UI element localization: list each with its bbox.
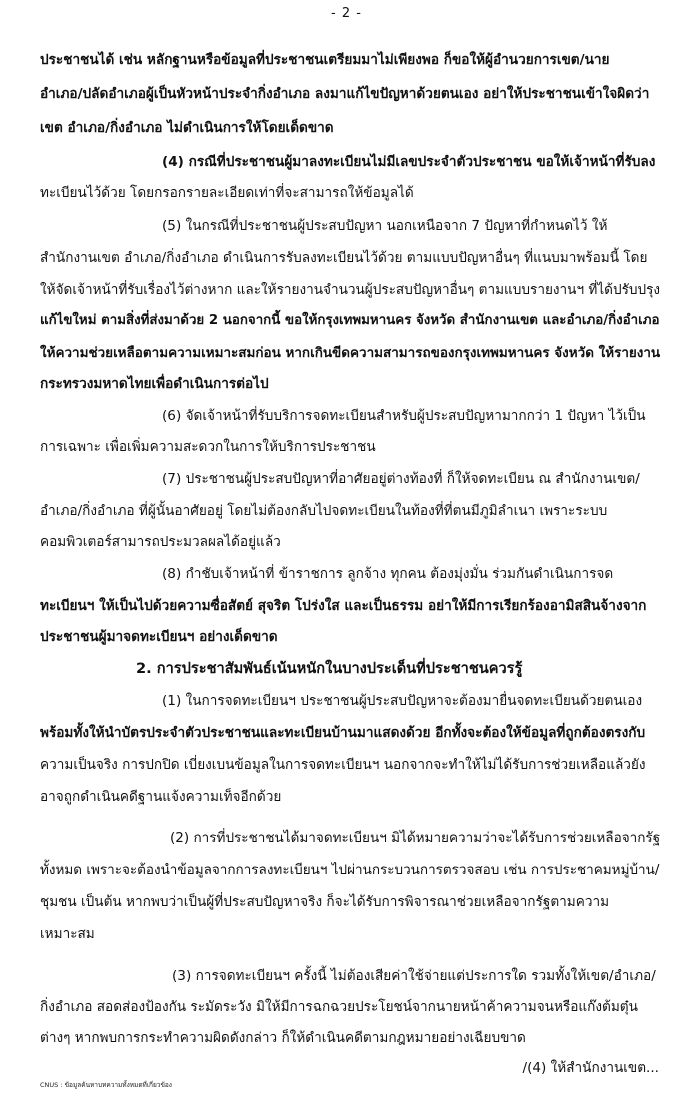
paragraph-line: ทั้งหมด เพราะจะต้องนำข้อมูลจากการลงทะเบียนฯ ไปผ่านกระบวนการตรวจสอบ เช่น การประชาคมหมู่บ้าน/ [40,862,660,878]
paragraph-line: ความเป็นจริง การปกปิด เบี่ยงเบนข้อมูลในการจดทะเบียนฯ นอกจากจะทำให้ไม่ได้รับการช่วยเหลือแล้วยัง [40,757,646,773]
paragraph-line: ชุมชน เป็นต้น หากพบว่าเป็นผู้ที่ประสบปัญหาจริง ก็จะได้รับการพิจารณาช่วยเหลือจากรัฐตามความ [40,894,610,910]
paragraph-line: เขต อำเภอ/กิ่งอำเภอ ไม่ดำเนินการให้โดยเด็ดขาด [40,120,334,136]
paragraph-line: กระทรวงมหาดไทยเพื่อดำเนินการต่อไป [40,376,269,392]
paragraph-line: (7) ประชาชนผู้ประสบปัญหาที่อาศัยอยู่ต่างท้องที่ ก็ให้จดทะเบียน ณ สำนักงานเขต/ [162,471,640,487]
paragraph-line: แก้ไขใหม่ ตามสิ่งที่ส่งมาด้วย 2 นอกจากนี้ ขอให้กรุงเทพมหานคร จังหวัด สำนักงานเขต และอำเภอ/กิ่งอำเภอ [40,313,660,328]
paragraph-line: (1) ในการจดทะเบียนฯ ประชาชนผู้ประสบปัญหาจะต้องมายื่นจดทะเบียนด้วยตนเอง [162,693,643,709]
paragraph-line: (5) ในกรณีที่ประชาชนผู้ประสบปัญหา นอกเหนือจาก 7 ปัญหาที่กำหนดไว้ ให้ [162,218,608,234]
paragraph-line: ประชาชนได้ เช่น หลักฐานหรือข้อมูลที่ประชาชนเตรียมมาไม่เพียงพอ ก็ขอให้ผู้อำนวยการเขต/นาย [40,52,610,68]
paragraph-line: (6) จัดเจ้าหน้าที่รับบริการจดทะเบียนสำหรับผู้ประสบปัญหามากกว่า 1 ปัญหา ไว้เป็น [162,408,646,424]
paragraph-line: ทะเบียนไว้ด้วย โดยกรอกรายละเอียดเท่าที่จะสามารถให้ข้อมูลได้ [40,185,414,201]
paragraph-line: อาจถูกดำเนินคดีฐานแจ้งความเท็จอีกด้วย [40,789,282,805]
paragraph-line: กิ่งอำเภอ สอดส่องป้องกัน ระมัดระวัง มิให้มีการฉกฉวยประโยชน์จากนายหน้าค้าความจนหรือแก๊งต้มตุ๋น [40,999,638,1015]
paragraph-line: (2) การที่ประชาชนได้มาจดทะเบียนฯ มิได้หมายความว่าจะได้รับการช่วยเหลือจากรัฐ [170,830,661,846]
paragraph-line: พร้อมทั้งให้นำบัตรประจำตัวประชาชนและทะเบียนบ้านมาแสดงด้วย อีกทั้งจะต้องให้ข้อมูลที่ถูกต้องตรงกับ [40,725,646,741]
paragraph-line: ให้จัดเจ้าหน้าที่รับเรื่องไว้ต่างหาก และให้รายงานจำนวนผู้ประสบปัญหาอื่นๆ ตามแบบรายงานฯ ที่ได้ปรับปรุง [40,282,661,298]
section-heading: 2. การประชาสัมพันธ์เน้นหนักในบางประเด็นที่ประชาชนควรรู้ [136,660,523,677]
paragraph-line: คอมพิวเตอร์สามารถประมวลผลได้อยู่แล้ว [40,534,281,550]
paragraph-line: ประชาชนผู้มาจดทะเบียนฯ อย่างเด็ดขาด [40,629,278,645]
paragraph-line: (8) กำชับเจ้าหน้าที่ ข้าราชการ ลูกจ้าง ทุกคน ต้องมุ่งมั่น ร่วมกันดำเนินการจด [162,566,614,582]
paragraph-line: อำเภอ/ปลัดอำเภอผู้เป็นหัวหน้าประจำกิ่งอำเภอ ลงมาแก้ไขปัญหาด้วยตนเอง อย่าให้ประชาชนเข้าใจผิดว่า [40,86,650,102]
paragraph-line: ต่างๆ หากพบการกระทำความผิดดังกล่าว ก็ให้ดำเนินคดีตามกฎหมายอย่างเฉียบขาด [40,1030,526,1046]
paragraph-line: อำเภอ/กิ่งอำเภอ ที่ผู้นั้นอาศัยอยู่ โดยไม่ต้องกลับไปจดทะเบียนในท้องที่ที่ตนมีภูมิลำเนา เพราะระบบ [40,503,608,519]
paragraph-line: เหมาะสม [40,926,95,942]
page-number: - 2 - [331,6,362,21]
paragraph-line: (3) การจดทะเบียนฯ ครั้งนี้ ไม่ต้องเสียค่าใช้จ่ายแต่ประการใด รวมทั้งให้เขต/อำเภอ/ [172,968,656,984]
footnote: CNUS : ข้อมูลค้นหาบทความทั้งหมดที่เกี่ยวข้อง [40,1081,172,1089]
paragraph-line: ทะเบียนฯ ให้เป็นไปด้วยความซื่อสัตย์ สุจริต โปร่งใส และเป็นธรรม อย่าให้มีการเรียกร้องอามิสสินจ้างจาก [40,598,647,614]
paragraph-line: (4) กรณีที่ประชาชนผู้มาลงทะเบียนไม่มีเลขประจำตัวประชาชน ขอให้เจ้าหน้าที่รับลง [162,154,656,170]
continuation-note: /(4) ให้สำนักงานเขต... [522,1060,659,1076]
paragraph-line: ให้ความช่วยเหลือตามความเหมาะสมก่อน หากเกินขีดความสามารถของกรุงเทพมหานคร จังหวัด ให้รายงาน [40,345,661,361]
paragraph-line: สำนักงานเขต อำเภอ/กิ่งอำเภอ ดำเนินการรับลงทะเบียนไว้ด้วย ตามแบบปัญหาอื่นๆ ที่แนบมาพร้อมนี้ โดย [40,250,648,266]
paragraph-line: การเฉพาะ เพื่อเพิ่มความสะดวกในการให้บริการประชาชน [40,439,376,455]
